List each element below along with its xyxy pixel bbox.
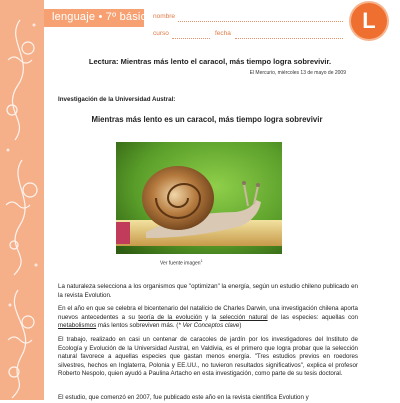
paragraph-darwin: [58, 305, 358, 331]
bullet-separator: •: [98, 11, 103, 23]
p2-text-c: de las especies: aquellas con: [267, 313, 358, 321]
nombre-label: nombre: [153, 13, 176, 20]
subject-label: lenguaje: [52, 11, 96, 23]
curso-field[interactable]: [172, 38, 210, 39]
p2-text-a: En el año en que se celebra el bicentenario del natalicio de Charles Darwin, una investigación chilena aporta nuevos antecedentes a su: [58, 305, 358, 321]
photo-caption: [160, 259, 203, 267]
lectura-label: Lectura:: [88, 57, 119, 66]
link-teoria-evolucion[interactable]: teoría de la evolución: [138, 313, 202, 321]
snail-image-icon: [116, 142, 282, 254]
article-source: El Mercurio, miércoles 13 de mayo de 2009: [249, 70, 346, 76]
lectura-title: Mientras más lento el caracol, más tiempo logra sobrevivir.: [120, 57, 332, 66]
conceptos-clave-ref: * Ver Conceptos clave: [178, 322, 240, 330]
investigation-heading: Investigación de la Universidad Austral:: [58, 96, 176, 103]
nombre-field[interactable]: [178, 21, 343, 22]
link-metabolismos[interactable]: metabolismos: [58, 322, 97, 330]
snail-photo: [116, 142, 282, 254]
link-seleccion-natural[interactable]: selección natural: [219, 313, 268, 321]
paragraph-publication: El estudio, que comenzó en 2007, fue publicado este año en la revista científica Evolution y: [58, 394, 309, 401]
level-label: 7º básico: [105, 11, 153, 23]
decorative-sidebar: [0, 0, 44, 400]
p2-text-b: y la: [201, 313, 220, 321]
subject-level-label: [52, 11, 153, 23]
caption-footnote-mark: 1: [200, 259, 203, 263]
p2-text-e: ): [239, 322, 242, 330]
lenguaje-logo: L: [351, 3, 387, 39]
p2-text-d: más lentos sobreviven más. (: [96, 322, 179, 330]
photo-caption-link[interactable]: Ver fuente imagen: [160, 260, 201, 267]
curso-label: curso: [153, 30, 169, 37]
lectura-heading: [60, 57, 360, 66]
paragraph-study: El trabajo, realizado en casi un centenar de caracoles de jardín por los investigadores del Instituto de Ecología y Evolución de la Universidad Austral, en Valdivia, es el primero que logra probar que la selección natural favorece a aquellas especies que gastan menos energía. "Tres estudios previos en roedores silvestres, hechos en Inglaterra, Polonia y EE.UU., no tuvieron resultados significativos", explica el profesor Roberto Nespolo, quien ayudó a Paulina Artacho en esta investigación, como parte de su tesis doctoral.: [58, 336, 358, 378]
swirl-ornament-icon: [0, 0, 44, 400]
article-title: Mientras más lento es un caracol, más tiempo logra sobrevivir: [91, 115, 323, 124]
fecha-field[interactable]: [235, 38, 343, 39]
paragraph-intro: La naturaleza selecciona a los organismos que "optimizan" la energía, según un estudio chileno publicado en la revista Evolution.: [58, 283, 358, 299]
fecha-label: fecha: [215, 30, 231, 37]
